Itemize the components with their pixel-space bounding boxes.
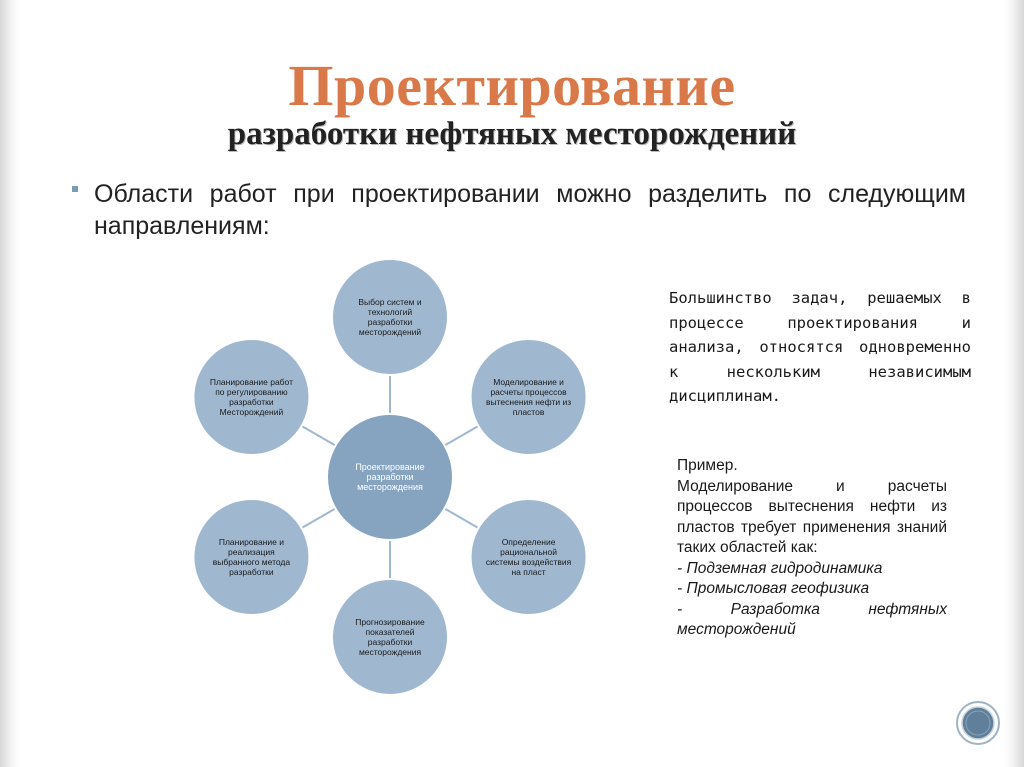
slide-title: Проектирование [288, 53, 736, 118]
example-label: Пример. [677, 457, 738, 474]
diagram-node-label: Моделирование и расчеты процессов вытеснения нефти из пластов [486, 377, 572, 417]
example-body: Моделирование и расчеты процессов вытеснения нефти из пластов требует применения знаний таких областей как: [677, 477, 947, 556]
slide-subtitle: разработки нефтяных месторождений [227, 116, 797, 152]
circle-nav-icon [955, 700, 1001, 746]
diagram-node-label: Планирование работ по регулированию разработки Месторождений [209, 377, 293, 417]
example-item: - Промысловая геофизика [677, 580, 870, 597]
bullet-text: Области работ при проектировании можно разделить по следующим направлениям: [94, 180, 966, 240]
diagram-node-label: Выбор систем и технологий разработки месторождений [358, 297, 422, 337]
connector-line [445, 509, 479, 529]
example-item: - Разработка нефтяных месторождений [677, 600, 947, 638]
diagram-node-label: Планирование и реализация выбранного метода разработки [212, 537, 291, 577]
diagram-node-label: Определение рациональной системы воздействия на пласт [485, 537, 572, 577]
side-note: Большинство задач, решаемых в процессе проектирования и анализа, относятся одновременно к нескольким независимым дисциплинам. [669, 289, 971, 405]
connector-line [302, 509, 336, 529]
example-item: - Подземная гидродинамика [677, 559, 883, 577]
connector-line [445, 426, 479, 446]
connector-line [302, 426, 336, 446]
example-block [677, 456, 947, 641]
diagram-center-label: Проектирование разработки месторождения [355, 462, 425, 492]
slide-nav-button[interactable] [955, 700, 1001, 746]
diagram-node-label: Прогнозирование показателей разработки месторождения [355, 617, 425, 657]
